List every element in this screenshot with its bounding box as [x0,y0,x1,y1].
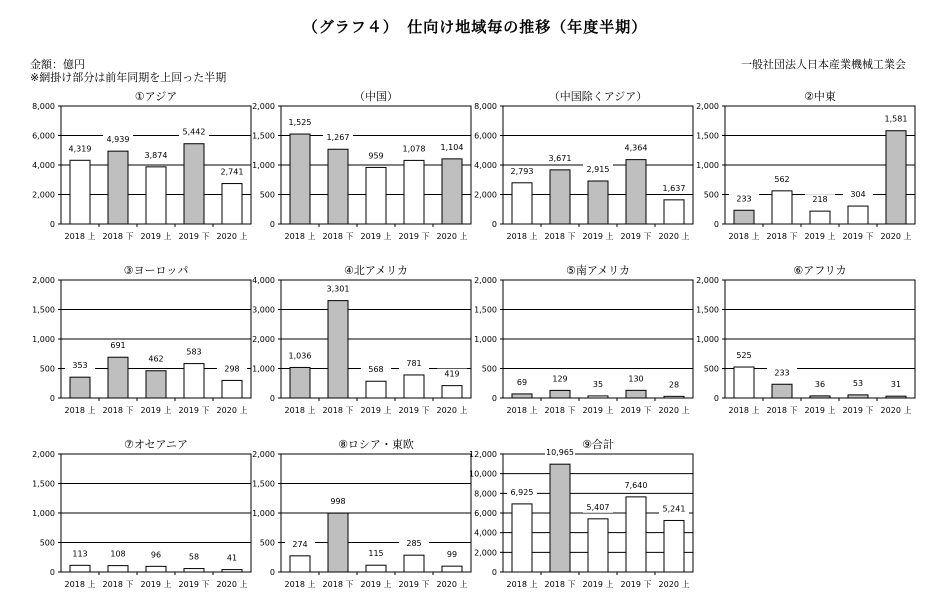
chart-11 [469,437,693,589]
data-label: 233 [736,194,752,204]
y-tick-label: 2,000 [474,190,497,200]
bar [512,394,532,398]
y-tick-label: 6,000 [474,509,497,518]
chart-title: ⑧ロシア・東欧 [338,438,414,451]
data-label: 1,267 [326,133,350,143]
data-label: 36 [814,379,826,389]
y-tick-label: 8,000 [474,489,497,499]
data-label: 298 [224,364,240,374]
bar [810,396,830,398]
x-tick-label: 2018 下 [102,232,134,241]
data-label: 781 [406,358,422,368]
x-tick-label: 2020 上 [436,232,468,241]
y-tick-label: 6,000 [474,131,497,141]
y-tick-label: 500 [703,190,719,200]
bar [366,565,386,572]
y-tick-label: 500 [481,364,497,374]
x-tick-label: 2018 下 [322,232,354,241]
bar [626,497,646,572]
bar [626,390,646,398]
data-label: 1,078 [402,144,426,154]
bar [108,151,128,224]
bar [290,556,310,572]
y-tick-label: 2,000 [252,102,275,111]
chart-title: ⑥アフリカ [793,264,847,277]
unit-label: 金額：億円 [30,58,85,71]
data-label: 3,874 [144,150,168,160]
x-tick-label: 2018 下 [544,232,576,241]
x-tick-label: 2018 下 [102,406,134,415]
x-tick-label: 2020 上 [216,406,248,415]
bar [550,464,570,572]
data-label: 525 [736,351,752,361]
x-tick-label: 2018 上 [64,580,96,589]
bar [146,167,166,224]
bar [550,170,570,224]
chart-title: ⑨合計 [582,438,614,451]
bar [404,555,424,572]
bar [848,395,868,398]
bar [810,211,830,224]
chart-3 [474,89,693,241]
y-tick-label: 8,000 [32,102,55,111]
bar [70,160,90,224]
data-label: 419 [444,369,460,379]
x-tick-label: 2018 上 [728,406,760,415]
bar [886,131,906,224]
data-label: 1,581 [884,114,908,124]
data-label: 31 [890,380,902,390]
bar [366,381,386,398]
data-label: 58 [188,552,200,562]
y-tick-label: 0 [491,568,497,577]
bar [146,566,166,572]
bar [222,570,242,572]
chart-title: ②中東 [804,90,836,103]
bar [588,181,608,224]
data-label: 233 [774,368,790,378]
data-label: 285 [406,539,422,549]
y-tick-label: 1,500 [32,479,55,489]
x-tick-label: 2018 下 [544,580,576,589]
chart-4 [696,89,915,241]
data-label: 10,965 [546,448,574,458]
y-tick-label: 4,000 [252,276,275,285]
y-tick-label: 1,000 [252,509,275,518]
y-tick-label: 500 [259,538,275,548]
x-tick-label: 2019 下 [842,406,874,415]
bar [664,396,684,398]
x-tick-label: 2020 上 [436,580,468,589]
y-tick-label: 1,000 [696,335,719,344]
organization-name: 一般社団法人日本産業機械工業会 [741,58,906,71]
data-label: 69 [516,377,528,387]
data-label: 3,671 [548,153,572,163]
y-tick-label: 0 [269,568,275,577]
bar [70,565,90,572]
data-label: 2,915 [586,165,610,175]
data-label: 113 [72,549,88,559]
x-tick-label: 2019 上 [582,232,614,241]
y-tick-label: 1,500 [696,131,719,141]
chart-title: （中国） [354,90,398,103]
x-tick-label: 2018 下 [766,406,798,415]
chart-9 [32,438,251,589]
x-tick-label: 2020 上 [658,580,690,589]
x-tick-label: 2018 下 [766,232,798,241]
chart-1 [32,90,251,241]
bar [886,396,906,398]
x-tick-label: 2019 下 [398,232,430,241]
data-label: 959 [368,151,384,161]
chart-10 [252,437,471,589]
x-tick-label: 2019 下 [620,580,652,589]
data-label: 4,319 [68,144,92,154]
data-label: 5,442 [182,127,206,137]
x-tick-label: 2019 上 [140,232,172,241]
bar [328,149,348,224]
x-tick-label: 2020 上 [216,232,248,241]
bar [772,191,792,224]
y-tick-label: 6,000 [32,131,55,141]
data-label: 35 [592,379,604,389]
bar [146,371,166,398]
y-tick-label: 500 [703,364,719,374]
x-tick-label: 2020 上 [436,406,468,415]
data-label: 4,939 [106,135,130,145]
bar [664,520,684,572]
y-tick-label: 2,000 [696,276,719,285]
y-tick-label: 500 [39,364,55,374]
chart-title: ④北アメリカ [343,264,409,277]
bar [848,206,868,224]
bar [290,134,310,224]
data-label: 218 [812,195,828,205]
x-tick-label: 2019 下 [178,232,210,241]
y-tick-label: 500 [259,190,275,200]
x-tick-label: 2019 上 [140,580,172,589]
data-label: 5,241 [662,504,686,514]
bar [184,364,204,398]
y-tick-label: 4,000 [32,161,55,170]
bar [404,160,424,224]
bar [772,384,792,398]
chart-title: （中国除くアジア） [548,90,648,103]
x-tick-label: 2019 上 [360,406,392,415]
y-tick-label: 8,000 [474,102,497,111]
data-label: 2,793 [510,166,534,176]
data-label: 2,741 [220,167,244,177]
y-tick-label: 2,000 [252,335,275,344]
x-tick-label: 2019 下 [178,580,210,589]
x-tick-label: 2019 下 [842,232,874,241]
x-tick-label: 2019 下 [620,232,652,241]
x-tick-label: 2019 下 [398,406,430,415]
x-tick-label: 2018 上 [64,406,96,415]
x-tick-label: 2018 下 [322,580,354,589]
y-tick-label: 0 [49,568,55,577]
chart-title: ⑦オセアニア [124,438,188,451]
y-tick-label: 2,000 [32,450,55,459]
y-tick-label: 4,000 [474,161,497,170]
bar [512,504,532,572]
data-label: 96 [150,550,162,560]
y-tick-label: 2,000 [252,450,275,459]
data-label: 6,925 [510,487,534,497]
x-tick-label: 2020 上 [216,580,248,589]
x-tick-label: 2018 上 [64,232,96,241]
x-tick-label: 2018 上 [284,232,316,241]
x-tick-label: 2019 上 [360,232,392,241]
data-label: 41 [226,553,238,563]
bar [442,159,462,224]
chart-title: ⑤南アメリカ [565,264,631,277]
bar [734,367,754,398]
x-tick-label: 2019 上 [140,406,172,415]
y-tick-label: 10,000 [469,469,497,479]
page-title: （グラフ４） 仕向け地域毎の推移（年度半期） [302,18,648,36]
y-tick-label: 2,000 [32,190,55,200]
bar [328,513,348,572]
chart-2 [252,89,471,241]
y-tick-label: 12,000 [469,450,497,459]
y-tick-label: 0 [49,220,55,229]
x-tick-label: 2019 下 [398,580,430,589]
bar [512,183,532,224]
bar [442,386,462,398]
y-tick-label: 1,500 [252,131,275,141]
x-tick-label: 2018 下 [102,580,134,589]
y-tick-label: 0 [269,394,275,403]
y-tick-label: 0 [713,220,719,229]
y-tick-label: 0 [269,220,275,229]
x-tick-label: 2019 上 [360,580,392,589]
y-tick-label: 1,500 [696,305,719,315]
data-label: 462 [148,354,164,364]
y-tick-label: 1,500 [252,479,275,489]
data-label: 5,407 [586,502,610,512]
bar [664,200,684,224]
bar [588,519,608,572]
bar [404,375,424,398]
chart-8 [696,264,915,415]
y-tick-label: 500 [39,538,55,548]
chart-title: ①アジア [134,90,178,103]
data-label: 130 [628,374,644,384]
x-tick-label: 2020 上 [658,406,690,415]
data-label: 583 [186,347,202,357]
bar [222,184,242,224]
y-tick-label: 0 [49,394,55,403]
bar [290,367,310,398]
bar [366,167,386,224]
x-tick-label: 2018 上 [506,232,538,241]
data-label: 115 [368,549,384,559]
y-tick-label: 2,000 [474,548,497,558]
x-tick-label: 2019 上 [804,406,836,415]
bar [328,301,348,398]
y-tick-label: 1,500 [474,305,497,315]
x-tick-label: 2019 下 [620,406,652,415]
data-label: 53 [852,378,864,388]
y-tick-label: 2,000 [474,276,497,285]
data-label: 129 [552,374,568,384]
y-tick-label: 1,000 [696,161,719,170]
y-tick-label: 2,000 [32,276,55,285]
shading-note: ※網掛け部分は前年同期を上回った半期 [30,71,227,84]
bar [70,377,90,398]
data-label: 4,364 [624,143,648,153]
y-tick-label: 1,000 [252,161,275,170]
bar [184,569,204,572]
bar [626,160,646,224]
bar [734,210,754,224]
data-label: 274 [292,539,308,549]
data-label: 1,525 [288,118,312,128]
x-tick-label: 2018 上 [284,406,316,415]
data-label: 304 [850,190,866,200]
data-label: 691 [110,341,126,351]
x-tick-label: 2018 上 [506,406,538,415]
data-label: 3,301 [326,284,350,294]
data-label: 568 [368,365,384,375]
chart-6 [252,264,471,415]
y-tick-label: 4,000 [474,528,497,538]
x-tick-label: 2018 上 [506,580,538,589]
bar [588,396,608,398]
bar [108,357,128,398]
x-tick-label: 2019 下 [178,406,210,415]
data-label: 998 [330,497,346,507]
bar [222,380,242,398]
y-tick-label: 0 [491,220,497,229]
y-tick-label: 1,000 [474,335,497,344]
y-tick-label: 1,000 [32,509,55,518]
data-label: 562 [774,174,790,184]
bar [550,390,570,398]
data-label: 99 [446,550,458,560]
data-label: 1,036 [288,351,312,361]
y-tick-label: 0 [713,394,719,403]
data-label: 7,640 [624,480,648,490]
data-label: 108 [110,549,126,559]
data-label: 1,637 [662,183,686,193]
x-tick-label: 2018 下 [322,406,354,415]
x-tick-label: 2018 下 [544,406,576,415]
bar [184,144,204,224]
y-tick-label: 1,500 [32,305,55,315]
bar [442,566,462,572]
x-tick-label: 2020 上 [880,232,912,241]
y-tick-label: 2,000 [696,102,719,111]
y-tick-label: 1,000 [32,335,55,344]
x-tick-label: 2019 上 [804,232,836,241]
x-tick-label: 2019 上 [582,580,614,589]
chart-7 [474,264,693,415]
data-label: 353 [72,361,88,371]
x-tick-label: 2018 上 [284,580,316,589]
y-tick-label: 0 [491,394,497,403]
x-tick-label: 2020 上 [880,406,912,415]
x-tick-label: 2020 上 [658,232,690,241]
y-tick-label: 3,000 [252,305,275,315]
x-tick-label: 2019 上 [582,406,614,415]
chart-title: ③ヨーロッパ [123,264,189,277]
chart-5 [32,264,251,415]
x-tick-label: 2018 上 [728,232,760,241]
bar [108,566,128,572]
data-label: 1,104 [440,142,464,152]
data-label: 28 [668,380,680,390]
y-tick-label: 1,000 [252,364,275,374]
